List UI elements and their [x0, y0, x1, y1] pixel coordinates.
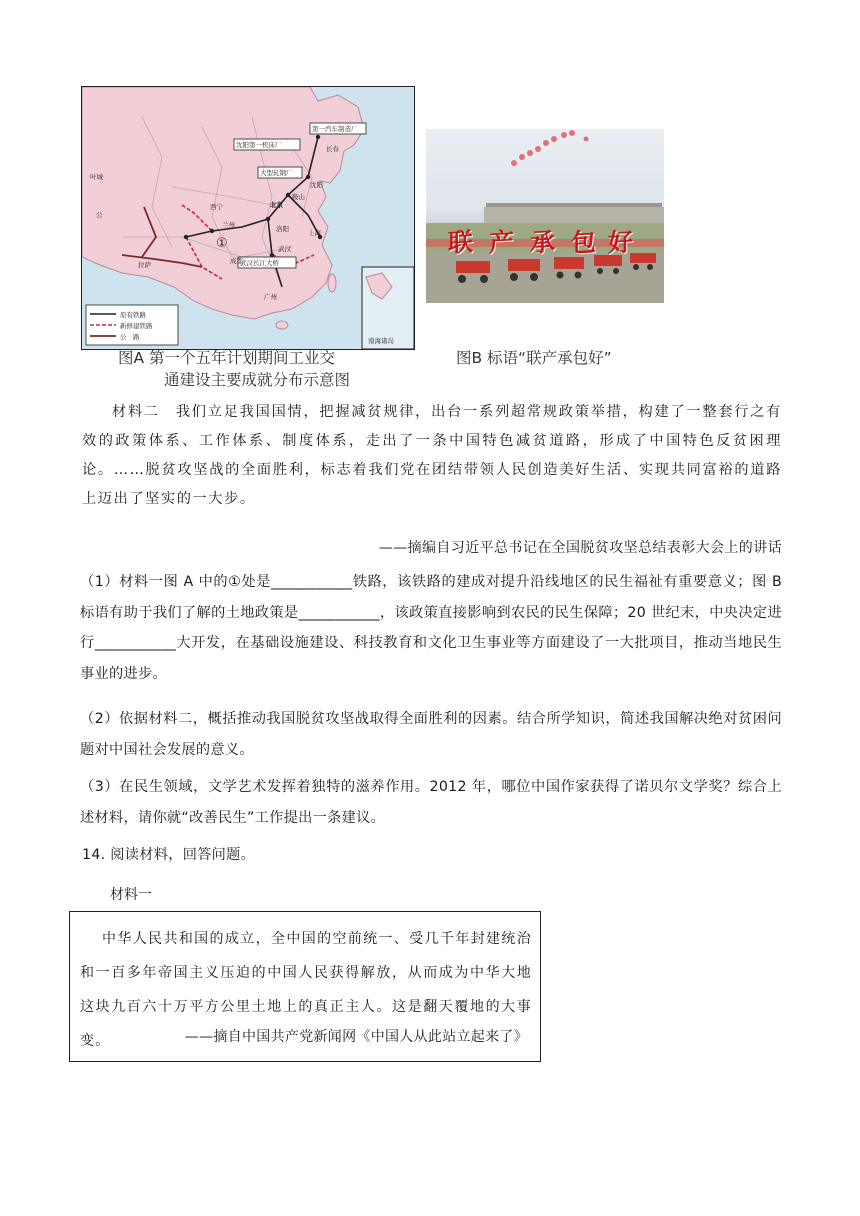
material1-box [69, 911, 541, 1062]
figure-a-caption-line2: 通建设主要成就分布示意图 [164, 371, 351, 389]
slogan-char: 包 [571, 227, 597, 258]
material1-text: 中华人民共和国的成立，全中国的空前统一、受几千年封建统治和一百多年帝国主义压迫的中国人民获得解放，从而成为中华大地这块九百六十万平方公里土地上的真正主人。这是翻天覆地的大事变。 [80, 931, 532, 1049]
question-3: （3）在民生领域，文学艺术发挥着独特的滋养作用。2012 年，哪位中国作家获得了诺贝尔文学奖？综合上述材料，请你就“改善民生”工作提出一条建议。 [80, 779, 782, 826]
material2-text: 材料二 我们立足我国国情，把握减贫规律，出台一系列超常规政策举措，构建了一整套行之有效的政策体系、工作体系、制度体系，走出了一条中国特色减贫道路，形成了中国特色反贫困理论。……脱贫攻坚战的全面胜利，标志着我们党在团结带领人民创造美好生活、实现共同富裕的道路上迈出了坚实的一大步。 [82, 404, 782, 507]
map-label-shanghai: 上海 [308, 229, 321, 237]
legend-highway: 公 路 [120, 333, 140, 341]
material1-label: 材料一 [110, 887, 152, 903]
figure-b-photo [426, 129, 664, 303]
map-label-guangzhou: 广州 [264, 293, 277, 301]
map-label-steel-mill: 大型轧钢厂 [260, 169, 293, 177]
map-label-wuhan-bridge: 武汉长江大桥 [240, 259, 279, 267]
map-label-lanzhou: 兰州 [222, 221, 235, 229]
map-label-luoyang: 洛阳 [276, 225, 289, 233]
legend-existing-rail: 原有铁路 [120, 311, 146, 319]
map-label-lhasa: 拉萨 [138, 261, 151, 269]
question-1: （1）材料一图 A 中的①处是___________铁路，该铁路的建成对提升沿线地区的民生福祉有重要意义；图 B 标语有助于我们了解的土地政策是___________，该政策直接影响到农民的民生保障；20 世纪末，中央决定进行___________大开发，在基础设施建设、科技教育和文化卫生事业等方面建设了一大批项目，推动当地民生事业的进步。 [80, 574, 782, 682]
figure-b-caption: 图B 标语“联产承包好” [456, 349, 612, 367]
question-2: （2）依据材料二，概括推动我国脱贫攻坚战取得全面胜利的因素。结合所学知识，简述我国解决绝对贫困问题对中国社会发展的意义。 [80, 711, 782, 758]
parade-photo-graphic [426, 129, 664, 303]
slogan-char: 好 [608, 227, 634, 258]
figure-a-map [81, 86, 415, 350]
map-label-shenyang: 沈阳 [310, 181, 323, 189]
map-label-beijing: 北京 [270, 201, 283, 209]
map-label-xining: 西宁 [210, 203, 223, 211]
material1-source: ——摘自中国共产党新闻网《中国人从此站立起来了》 [184, 1029, 528, 1045]
map-label-yecheng: 叶城 [90, 173, 103, 181]
slogan-char: 产 [489, 227, 515, 258]
material2-source: ——摘编自习近平总书记在全国脱贫攻坚总结表彰大会上的讲话 [378, 540, 782, 556]
map-label-changchun: 长春 [326, 145, 339, 153]
slogan-char: 联 [448, 227, 474, 258]
map-label-chengdu: 成都 [230, 257, 243, 265]
question-14-title: 14. 阅读材料，回答问题。 [82, 847, 256, 863]
map-label-shenyang-machine-tool: 沈阳第一机床厂 [236, 141, 282, 149]
map-label-faw: 第一汽车制造厂 [312, 125, 358, 133]
legend-new-rail: 新修建铁路 [120, 322, 153, 330]
china-map-graphic [82, 87, 414, 349]
map-label-anshan: 鞍山 [292, 193, 305, 201]
figure-a-caption-line1: 图A 第一个五年计划期间工业交 [118, 349, 336, 367]
map-label-highway: 公 [96, 211, 103, 219]
map-marker-circled-1: ① [216, 236, 228, 251]
map-label-south-china-sea: 南海诸岛 [368, 337, 394, 345]
slogan-banner [448, 223, 633, 259]
map-label-wuhan: 武汉 [278, 245, 291, 253]
slogan-char: 承 [530, 227, 556, 258]
